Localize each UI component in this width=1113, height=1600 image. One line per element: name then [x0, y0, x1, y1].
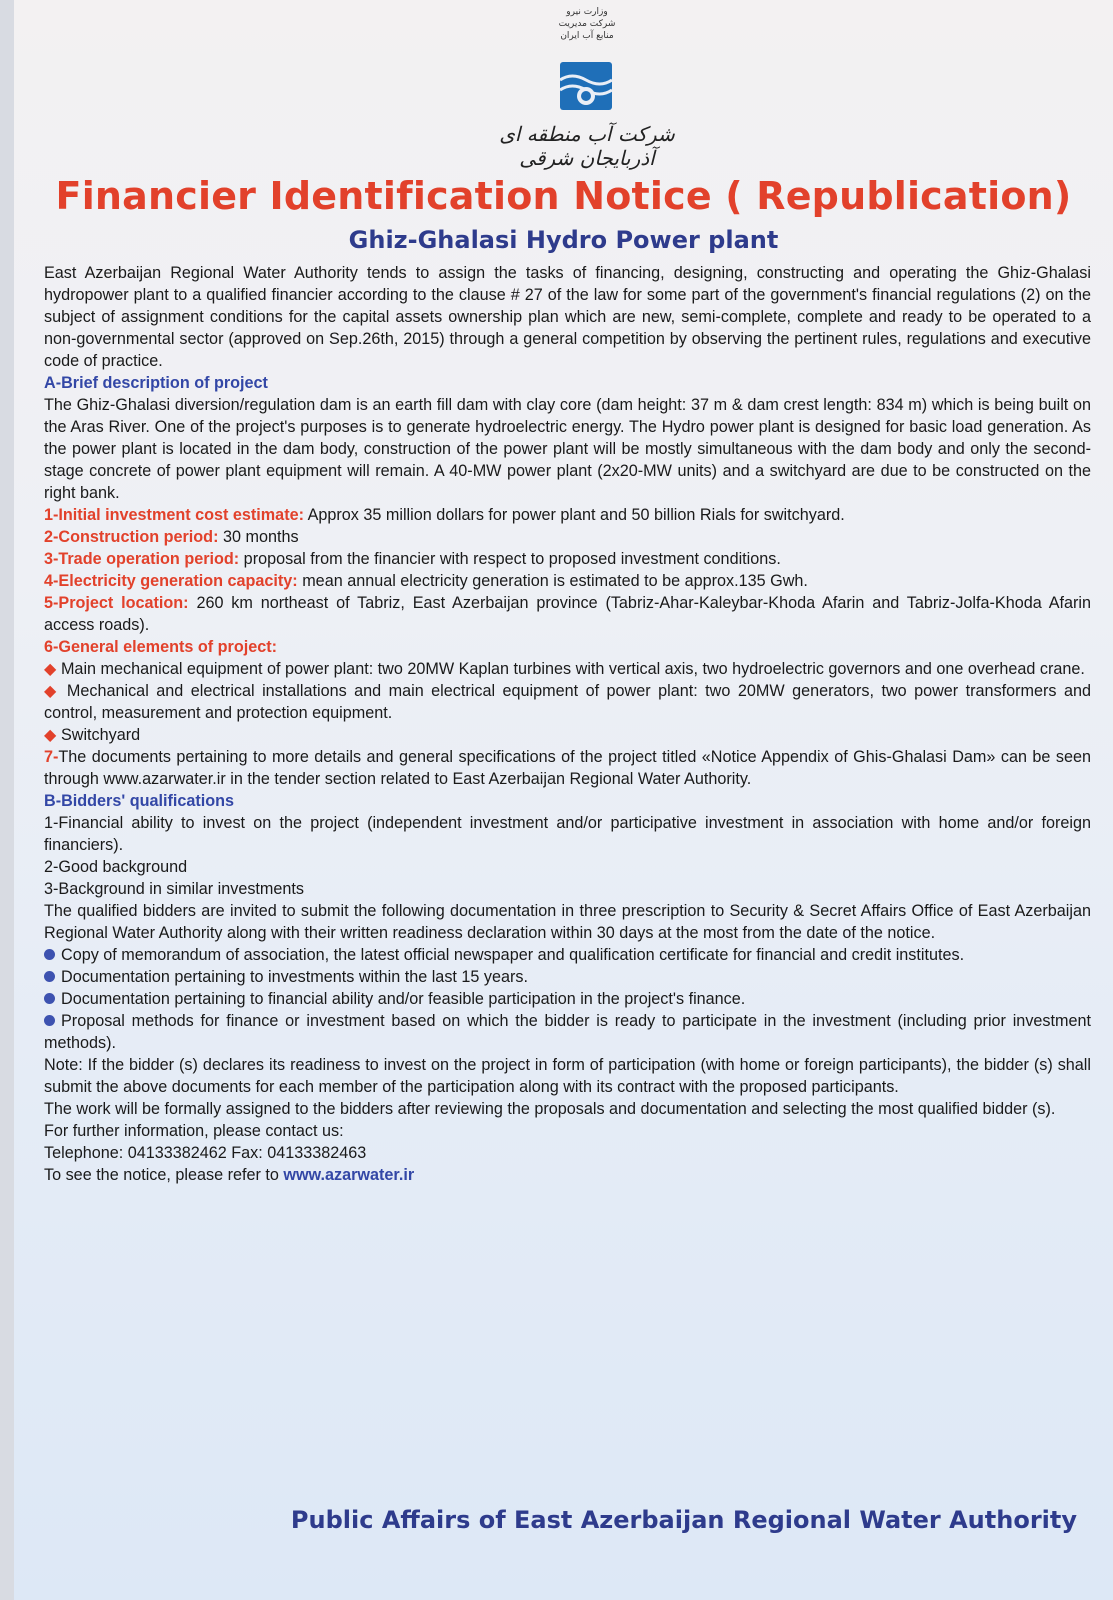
notice-subtitle: Ghiz-Ghalasi Hydro Power plant	[348, 226, 779, 254]
contact-phone: Telephone: 04133382462 Fax: 04133382463	[44, 1144, 367, 1162]
item-generation-capacity	[44, 570, 1091, 592]
element-item	[44, 680, 1091, 724]
item-investment-cost	[44, 504, 1091, 526]
document-text: Copy of memorandum of association, the latest official newspaper and qualification certificate for financial and credit institutes.	[61, 946, 965, 964]
item-text: 260 km northeast of Tabriz, East Azerbaijan province (Tabriz-Ahar-Kaleybar-Khoda Afarin and Tabriz-Jolfa-Khoda Afarin access roads).	[44, 594, 1091, 634]
diamond-bullet-icon: ◆	[44, 726, 61, 744]
element-text: Main mechanical equipment of power plant: two 20MW Kaplan turbines with vertical axis, two hydroelectric governors and one overhead crane.	[60, 660, 1085, 678]
notice-body	[44, 262, 1091, 1186]
circle-bullet-icon	[44, 1015, 55, 1026]
item-text: proposal from the financier with respect to proposed investment conditions.	[239, 550, 781, 568]
water-drop-logo-icon	[558, 60, 614, 112]
item-label: 1-Initial investment cost estimate:	[44, 506, 304, 524]
contact-intro: For further information, please contact us:	[44, 1122, 344, 1140]
document-text: Proposal methods for finance or investment based on which the bidder is ready to participate in the investment (including prior investment methods).	[44, 1012, 1091, 1052]
element-item	[44, 658, 1091, 680]
item-label: 5-Project location:	[44, 594, 189, 612]
item-text: Approx 35 million dollars for power plant and 50 billion Rials for switchyard.	[303, 506, 845, 524]
website-link[interactable]: www.azarwater.ir	[283, 1166, 415, 1184]
item-label: 2-Construction period:	[44, 528, 219, 546]
notice-title: Financier Identification Notice ( Republication)	[55, 174, 1072, 218]
item-text: mean annual electricity generation is estimated to be approx.135 Gwh.	[297, 572, 808, 590]
website-line	[44, 1164, 1091, 1186]
circle-bullet-icon	[44, 993, 55, 1004]
header	[32, 0, 1095, 254]
assignment-paragraph: The work will be formally assigned to the bidders after reviewing the proposals and documentation and selecting the most qualified bidder (s).	[44, 1100, 1056, 1118]
qualification-item: 1-Financial ability to invest on the project (independent investment and/or participative investment in association with home and/or foreign financiers).	[44, 814, 1091, 854]
element-text: Switchyard	[60, 726, 141, 744]
item-general-elements	[44, 636, 1091, 658]
note-paragraph: Note: If the bidder (s) declares its readiness to invest on the project in form of participation (with home or foreign participants), the bidder (s) shall submit the above documents for each member of the participation along with its contract with the proposed participants.	[44, 1056, 1091, 1096]
element-item	[44, 724, 1091, 746]
invitation-paragraph: The qualified bidders are invited to submit the following documentation in three prescription to Security & Secret Affairs Office of East Azerbaijan Regional Water Authority along with their written readiness declaration within 30 days at the most from the date of the notice.	[44, 902, 1091, 942]
ministry-label: وزارت نیرو	[566, 7, 608, 17]
footer-signature: Public Affairs of East Azerbaijan Regional Water Authority	[290, 1506, 1077, 1534]
circle-bullet-icon	[44, 971, 55, 982]
diamond-bullet-icon: ◆	[44, 660, 61, 678]
document-item	[44, 966, 1091, 988]
document-item	[44, 988, 1091, 1010]
document-text: Documentation pertaining to financial ability and/or feasible participation in the project's finance.	[61, 990, 746, 1008]
circle-bullet-icon	[44, 949, 55, 960]
qualification-item: 2-Good background	[44, 858, 188, 876]
item-text: The documents pertaining to more details and general specifications of the project titled «Notice Appendix of Ghis-Ghalasi Dam» can be seen through www.azarwater.ir in the tender section related to East Azerbaijan Regional Water Authority.	[44, 748, 1091, 788]
item-label: 4-Electricity generation capacity:	[44, 572, 298, 590]
section-a-heading: A-Brief description of project	[44, 374, 268, 392]
project-description: The Ghiz-Ghalasi diversion/regulation dam is an earth fill dam with clay core (dam height: 37 m & dam crest length: 834 m) which is being built on the Aras River. One of the project's purposes is to generate hydroelectric energy. The Hydro power plant is designed for basic load generation. As the power plant is located in the dam body, construction of the power plant will be mostly simultaneous with the dam body and only the second-stage concrete of power plant equipment will remain. A 40-MW power plant (2x20-MW units) and a switchyard are due to be constructed on the right bank.	[44, 396, 1091, 502]
ministry-name	[552, 6, 622, 42]
item-construction-period	[44, 526, 1091, 548]
item-text: 30 months	[218, 528, 299, 546]
item-project-location	[44, 592, 1091, 636]
item-trade-operation	[44, 548, 1091, 570]
intro-paragraph: East Azerbaijan Regional Water Authority tends to assign the tasks of financing, designing, constructing and operating the Ghiz-Ghalasi hydropower plant to a qualified financier according to the clause # 27 of the law for some part of the government's financial regulations (2) on the subject of assignment conditions for the capital assets ownership plan which are new, semi-complete, complete and ready to be operated to a non-governmental sector (approved on Sep.26th, 2015) through a general competition by observing the pertinent rules, regulations and executive code of practice.	[44, 264, 1091, 370]
diamond-bullet-icon: ◆	[44, 682, 67, 700]
item-label: 6-General elements of project:	[44, 638, 277, 656]
document-item	[44, 1010, 1091, 1054]
document-item	[44, 944, 1091, 966]
item-label: 3-Trade operation period:	[44, 550, 240, 568]
parent-company-label: شرکت مدیریت منابع آب ایران	[558, 19, 616, 41]
document-text: Documentation pertaining to investments within the last 15 years.	[61, 968, 528, 986]
website-prefix: To see the notice, please refer to	[44, 1166, 284, 1184]
item-documents	[44, 746, 1091, 790]
qualification-item: 3-Background in similar investments	[44, 880, 305, 898]
section-b-heading: B-Bidders' qualifications	[44, 792, 235, 810]
element-text: Mechanical and electrical installations and main electrical equipment of power plant: two 20MW generators, two power transformers and control, measurement and protection equipment.	[44, 682, 1091, 722]
item-label: 7-	[44, 748, 59, 766]
company-name-persian: شرکت آب منطقه ای آذربایجان شرقی	[499, 122, 675, 170]
